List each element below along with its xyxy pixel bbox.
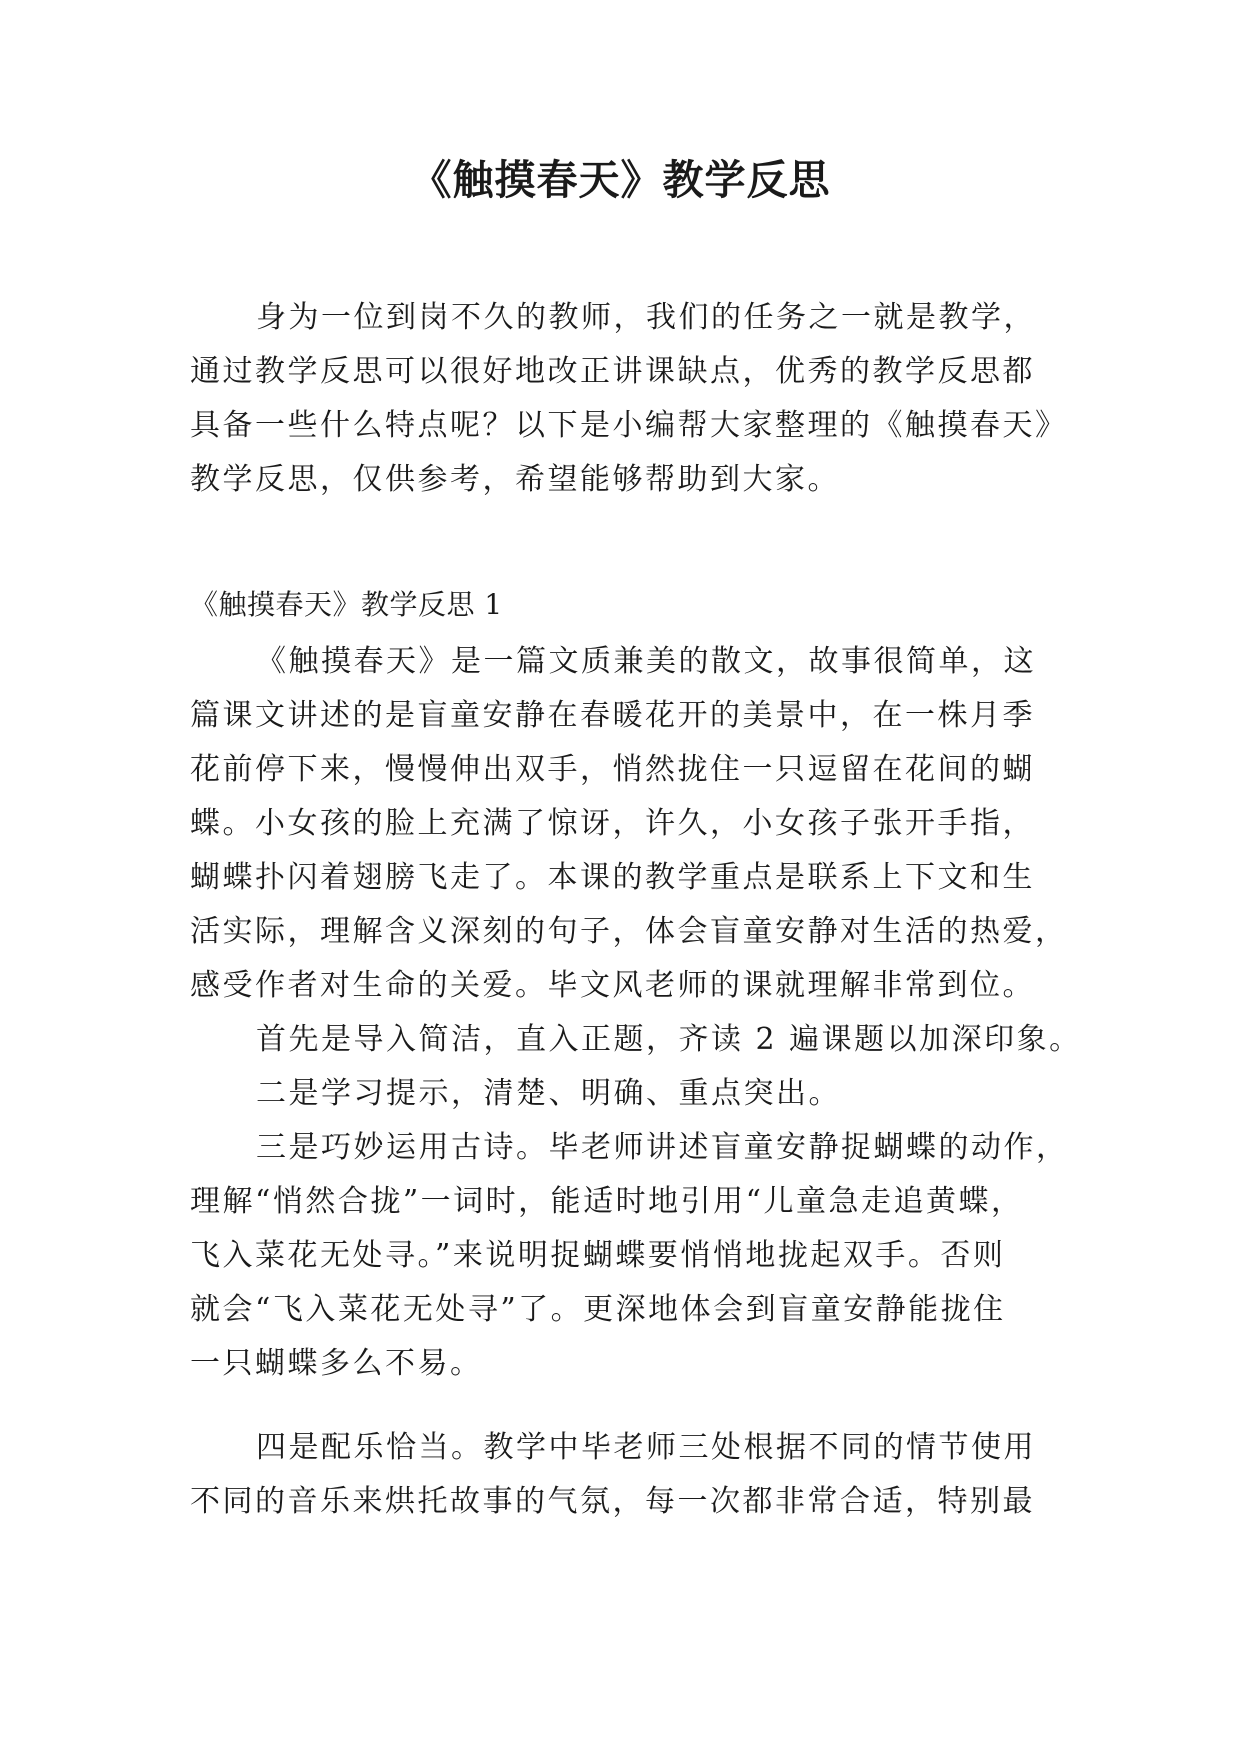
body-line-7: 感受作者对生命的关爱。毕文风老师的课就理解非常到位。 <box>190 968 1035 1003</box>
body-line-13: 就会“飞入菜花无处寻”了。更深地体会到盲童安静能拢住 <box>190 1292 1006 1327</box>
body-line-9: 二是学习提示，清楚、明确、重点突出。 <box>256 1076 841 1111</box>
body-line-16: 不同的音乐来烘托故事的气氛，每一次都非常合适，特别最 <box>190 1484 1035 1519</box>
intro-line-4: 教学反思，仅供参考，希望能够帮助到大家。 <box>190 462 840 497</box>
body-line-10: 三是巧妙运用古诗。毕老师讲述盲童安静捉蝴蝶的动作， <box>256 1130 1069 1165</box>
intro-line-1: 身为一位到岗不久的教师，我们的任务之一就是教学， <box>256 300 1036 335</box>
body-line-15: 四是配乐恰当。教学中毕老师三处根据不同的情节使用 <box>256 1430 1036 1465</box>
body-line-1: 《触摸春天》是一篇文质兼美的散文，故事很简单，这 <box>256 644 1036 679</box>
body-line-6: 活实际，理解含义深刻的句子，体会盲童安静对生活的热爱， <box>190 914 1068 949</box>
body-line-3: 花前停下来，慢慢伸出双手，悄然拢住一只逗留在花间的蝴 <box>190 752 1035 787</box>
body-line-14: 一只蝴蝶多么不易。 <box>190 1346 483 1381</box>
body-line-11: 理解“悄然合拢”一词时，能适时地引用“儿童急走追黄蝶， <box>190 1184 1024 1219</box>
section-heading: 《触摸春天》教学反思 1 <box>190 588 503 621</box>
body-line-4: 蝶。小女孩的脸上充满了惊讶，许久，小女孩子张开手指， <box>190 806 1035 841</box>
intro-line-2: 通过教学反思可以很好地改正讲课缺点，优秀的教学反思都 <box>190 354 1035 389</box>
body-line-8: 首先是导入简洁，直入正题，齐读 2 遍课题以加深印象。 <box>256 1022 1082 1057</box>
page-title: 《触摸春天》教学反思 <box>410 156 831 204</box>
body-line-5: 蝴蝶扑闪着翅膀飞走了。本课的教学重点是联系上下文和生 <box>190 860 1035 895</box>
body-line-2: 篇课文讲述的是盲童安静在春暖花开的美景中，在一株月季 <box>190 698 1035 733</box>
body-line-12: 飞入菜花无处寻。”来说明捉蝴蝶要悄悄地拢起双手。否则 <box>190 1238 1006 1273</box>
intro-line-3: 具备一些什么特点呢？以下是小编帮大家整理的《触摸春天》 <box>190 408 1068 443</box>
